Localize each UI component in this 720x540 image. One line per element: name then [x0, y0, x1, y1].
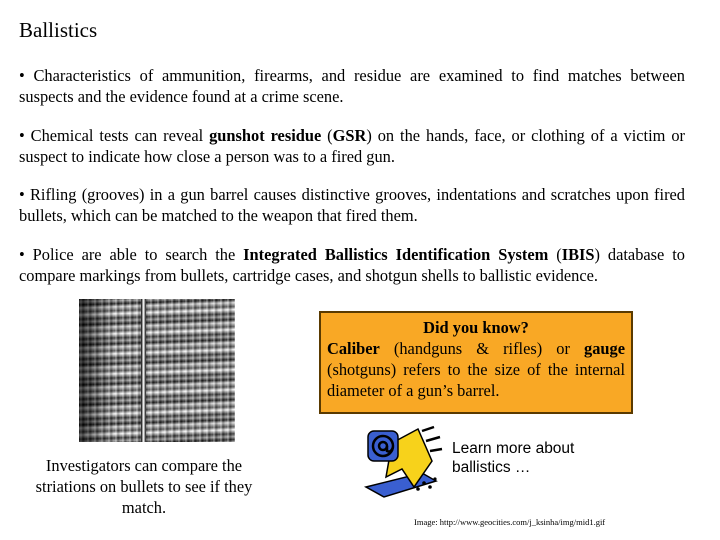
- caliber-term: Caliber: [327, 339, 380, 358]
- bullet-text: (: [548, 245, 562, 264]
- gauge-text: (shotguns) refers to the size of the internal diameter of a gun’s barrel.: [327, 360, 625, 400]
- slide-title: Ballistics: [19, 18, 98, 42]
- bold-term: GSR: [332, 126, 367, 145]
- gauge-term: gauge: [584, 339, 625, 358]
- bullet-text: • Characteristics of ammunition, firearms, and residue are examined to find matches between suspects and the evidence found at a crime scene.: [19, 66, 685, 106]
- learn-more-line1[interactable]: Learn more about: [452, 440, 575, 457]
- bullet-text: • Chemical tests can reveal: [19, 126, 210, 145]
- bullet-text: ) on the hands, face, or clothing of a victim or suspect to indicate how close a person was to a fired gun.: [19, 126, 685, 166]
- bold-term: Integrated Ballistics Identification System: [243, 245, 549, 264]
- bullet-striation-photo: [79, 299, 235, 442]
- bullet-text: (: [321, 126, 333, 145]
- bullet-2: [19, 125, 685, 167]
- bold-term: gunshot residue: [209, 126, 322, 145]
- bullet-1: [19, 65, 685, 107]
- learn-more-line2[interactable]: ballistics …: [452, 459, 531, 476]
- bullet-text: ) database to compare markings from bullets, cartridge cases, and shotgun shells to ballistic evidence.: [19, 245, 686, 285]
- bullet-text: • Police are able to search the: [19, 245, 244, 264]
- bullet-4: [19, 244, 685, 286]
- caliber-text: (handguns & rifles) or: [379, 339, 585, 358]
- learn-more-link[interactable]: [452, 439, 574, 477]
- did-you-know-callout: [319, 311, 633, 414]
- callout-heading: Did you know?: [423, 318, 529, 337]
- bullet-text: • Rifling (grooves) in a gun barrel causes distinctive grooves, indentations and scratches upon fired bullets, which can be matched to the weapon that fired them.: [19, 185, 685, 225]
- bullet-3: [19, 184, 685, 226]
- photo-caption: Investigators can compare the striations on bullets to see if they match.: [35, 456, 253, 517]
- image-credit: Image: http://www.geocities.com/j_ksinha/img/mid1.gif: [414, 517, 606, 527]
- bold-term: IBIS: [561, 245, 595, 264]
- internet-clipart-icon[interactable]: [362, 421, 444, 499]
